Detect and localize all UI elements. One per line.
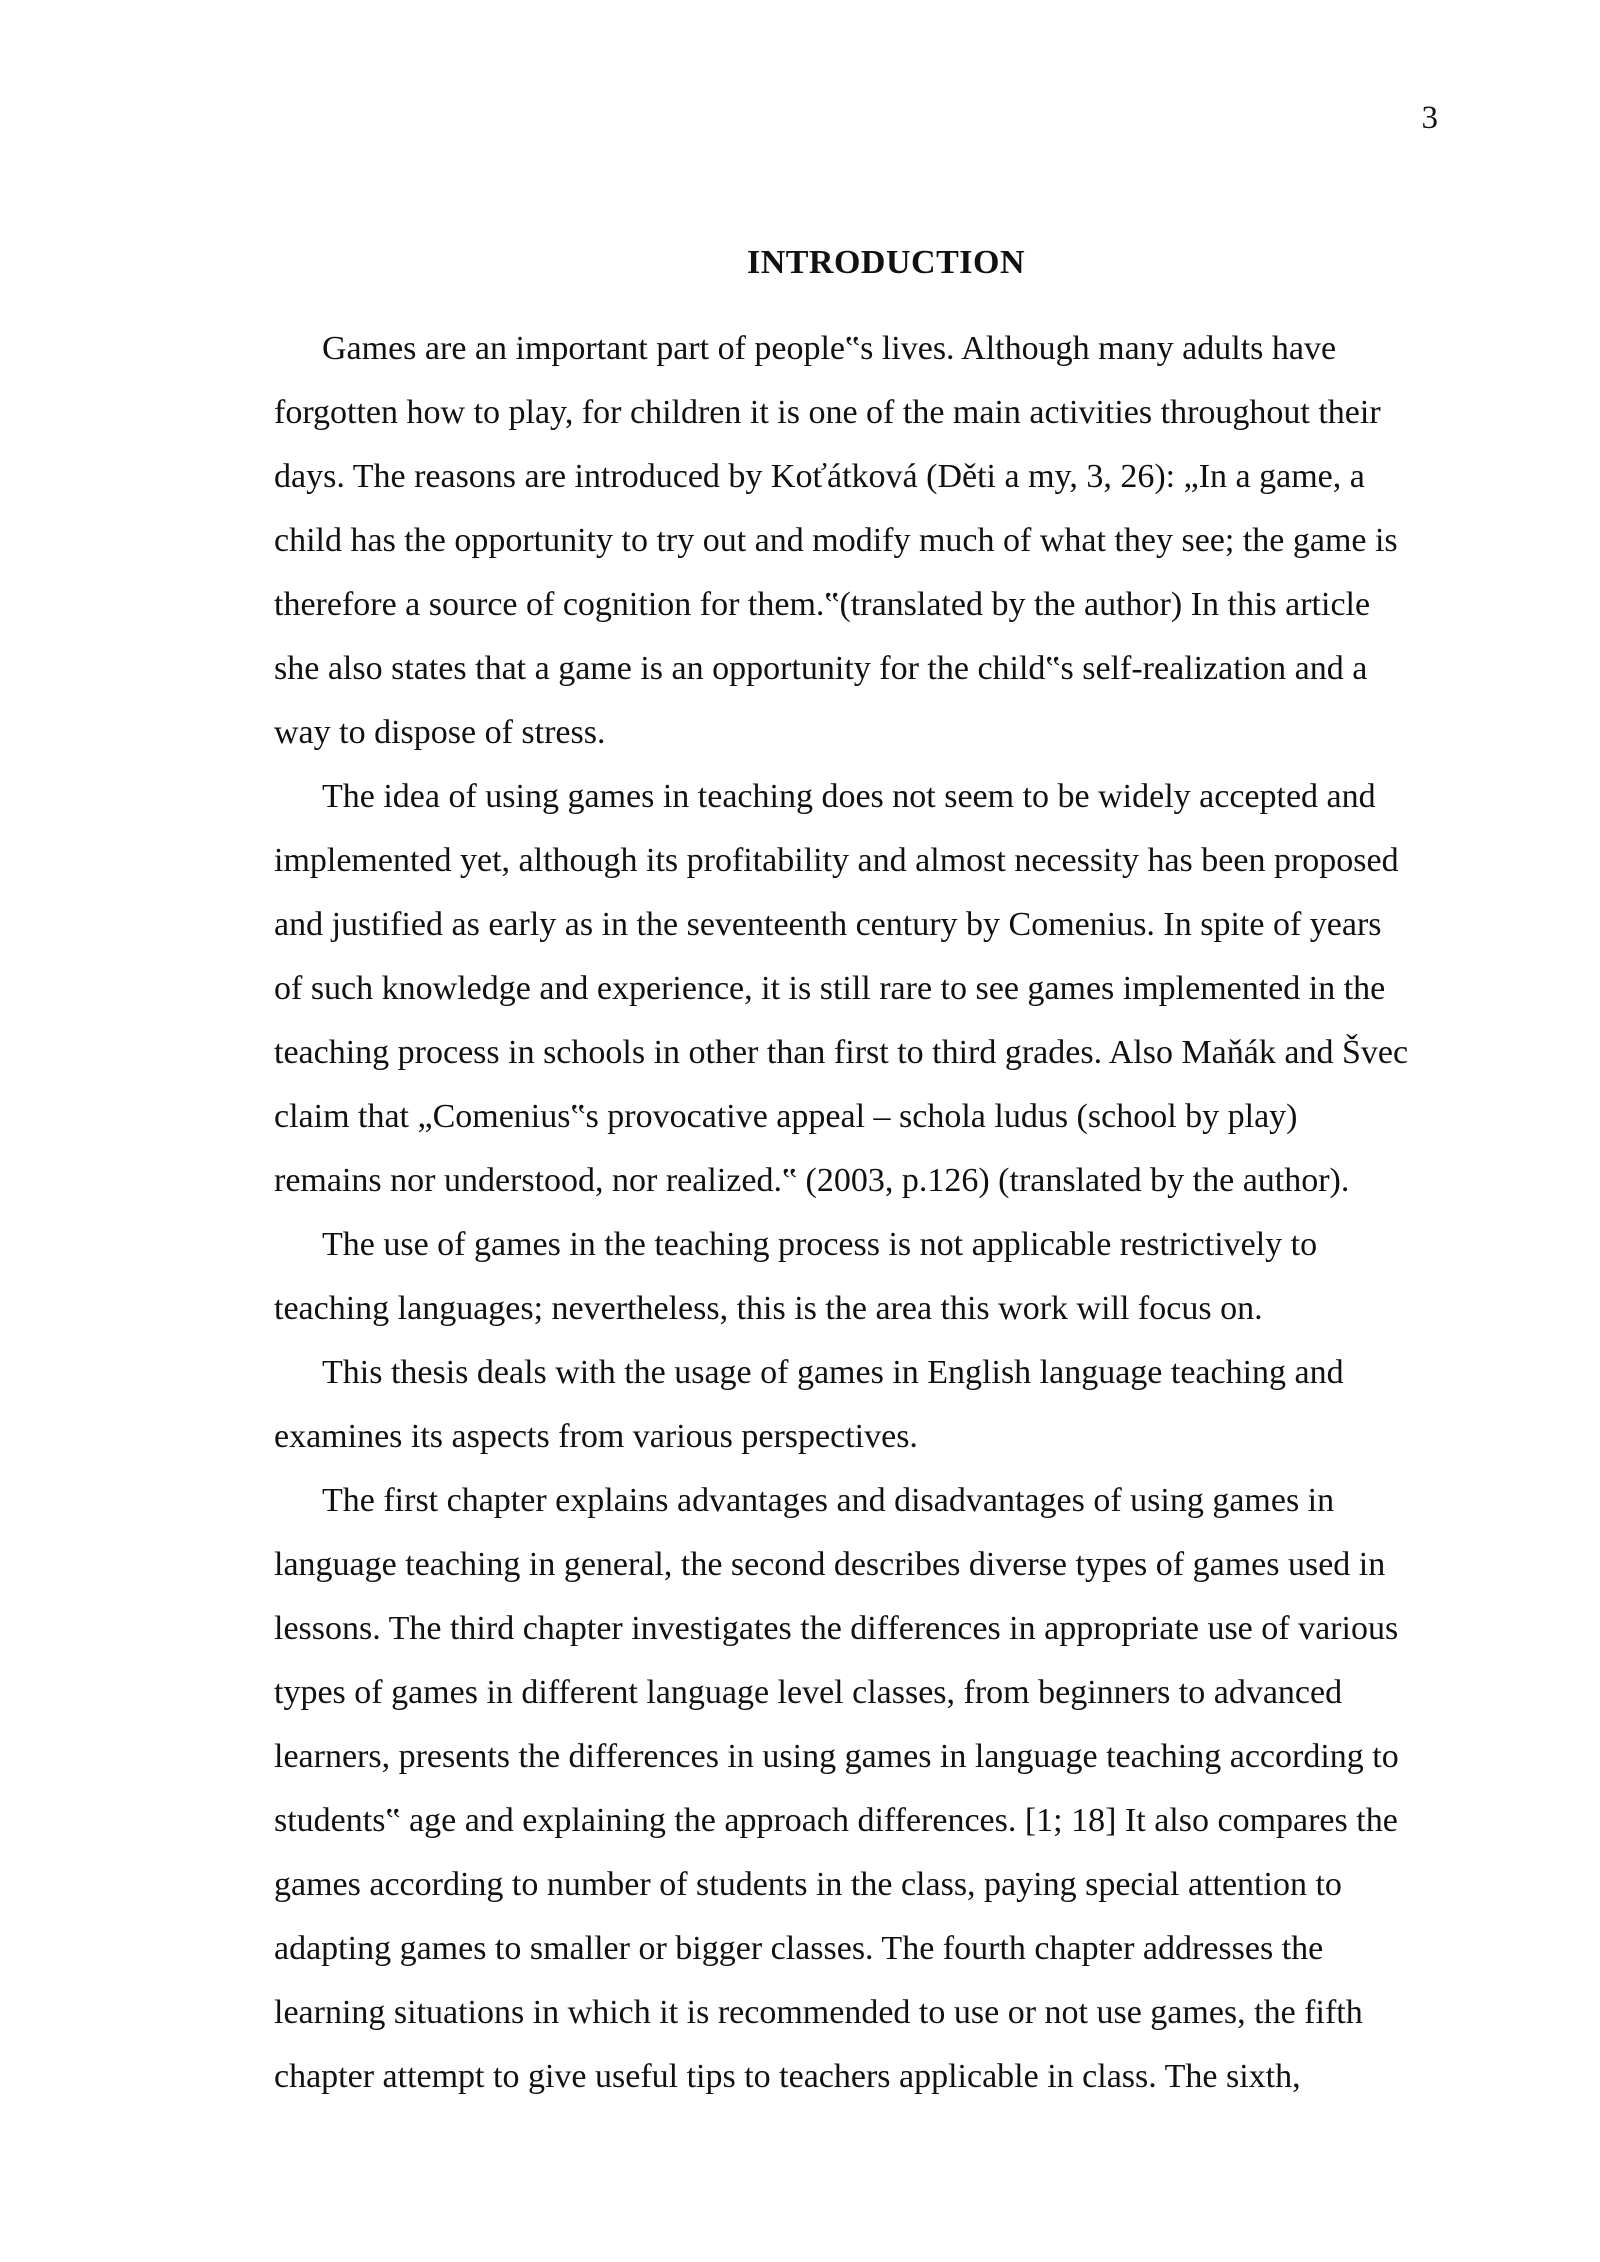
paragraph-4: [226, 1341, 1494, 1469]
text-line: she also states that a game is an opportunity for the child‟s self-realization and a: [274, 650, 1368, 687]
text-line: types of games in different language level classes, from beginners to advanced: [274, 1674, 1343, 1711]
text-line: The first chapter explains advantages and disadvantages of using games in: [322, 1482, 1335, 1519]
page-title: INTRODUCTION: [746, 243, 1026, 281]
text-line: adapting games to smaller or bigger classes. The fourth chapter addresses the: [274, 1930, 1324, 1967]
text-line: claim that „Comenius‟s provocative appeal – schola ludus (school by play): [274, 1098, 1298, 1135]
text-line: lessons. The third chapter investigates the differences in appropriate use of various: [274, 1610, 1399, 1647]
text-line: chapter attempt to give useful tips to teachers applicable in class. The sixth,: [274, 2058, 1301, 2095]
paragraph-2: [226, 765, 1494, 1213]
text-line: of such knowledge and experience, it is still rare to see games implemented in the: [274, 970, 1386, 1007]
paragraph-1: [226, 317, 1494, 765]
text-line: games according to number of students in the class, paying special attention to: [274, 1866, 1342, 1903]
document-body: [226, 317, 1494, 2109]
text-line: implemented yet, although its profitability and almost necessity has been proposed: [274, 842, 1399, 879]
text-line: forgotten how to play, for children it is one of the main activities throughout their: [274, 394, 1381, 431]
paragraph-3: [226, 1213, 1494, 1341]
text-line: learning situations in which it is recommended to use or not use games, the fifth: [274, 1994, 1363, 2031]
text-line: therefore a source of cognition for them.‟(translated by the author) In this article: [274, 586, 1371, 623]
paragraph-5: [226, 1469, 1494, 2109]
text-line: examines its aspects from various perspectives.: [274, 1418, 918, 1455]
text-line: way to dispose of stress.: [274, 714, 606, 751]
text-line: and justified as early as in the seventeenth century by Comenius. In spite of years: [274, 906, 1382, 943]
text-line: teaching process in schools in other than first to third grades. Also Maňák and Švec: [274, 1034, 1409, 1071]
text-line: Games are an important part of people‟s lives. Although many adults have: [322, 330, 1337, 367]
text-line: teaching languages; nevertheless, this is the area this work will focus on.: [274, 1290, 1263, 1327]
text-line: The use of games in the teaching process is not applicable restrictively to: [322, 1226, 1318, 1263]
text-line: days. The reasons are introduced by Koťátková (Děti a my, 3, 26): „In a game, a: [274, 458, 1365, 495]
text-line: language teaching in general, the second describes diverse types of games used in: [274, 1546, 1386, 1583]
page-number: 3: [1421, 100, 1438, 136]
text-line: students‟ age and explaining the approach differences. [1; 18] It also compares the: [274, 1802, 1398, 1839]
text-line: This thesis deals with the usage of games in English language teaching and: [322, 1354, 1344, 1391]
text-line: The idea of using games in teaching does not seem to be widely accepted and: [322, 778, 1376, 815]
text-line: remains nor understood, nor realized.‟ (2003, p.126) (translated by the author).: [274, 1162, 1350, 1199]
text-line: child has the opportunity to try out and modify much of what they see; the game is: [274, 522, 1398, 559]
text-line: learners, presents the differences in using games in language teaching according to: [274, 1738, 1399, 1775]
